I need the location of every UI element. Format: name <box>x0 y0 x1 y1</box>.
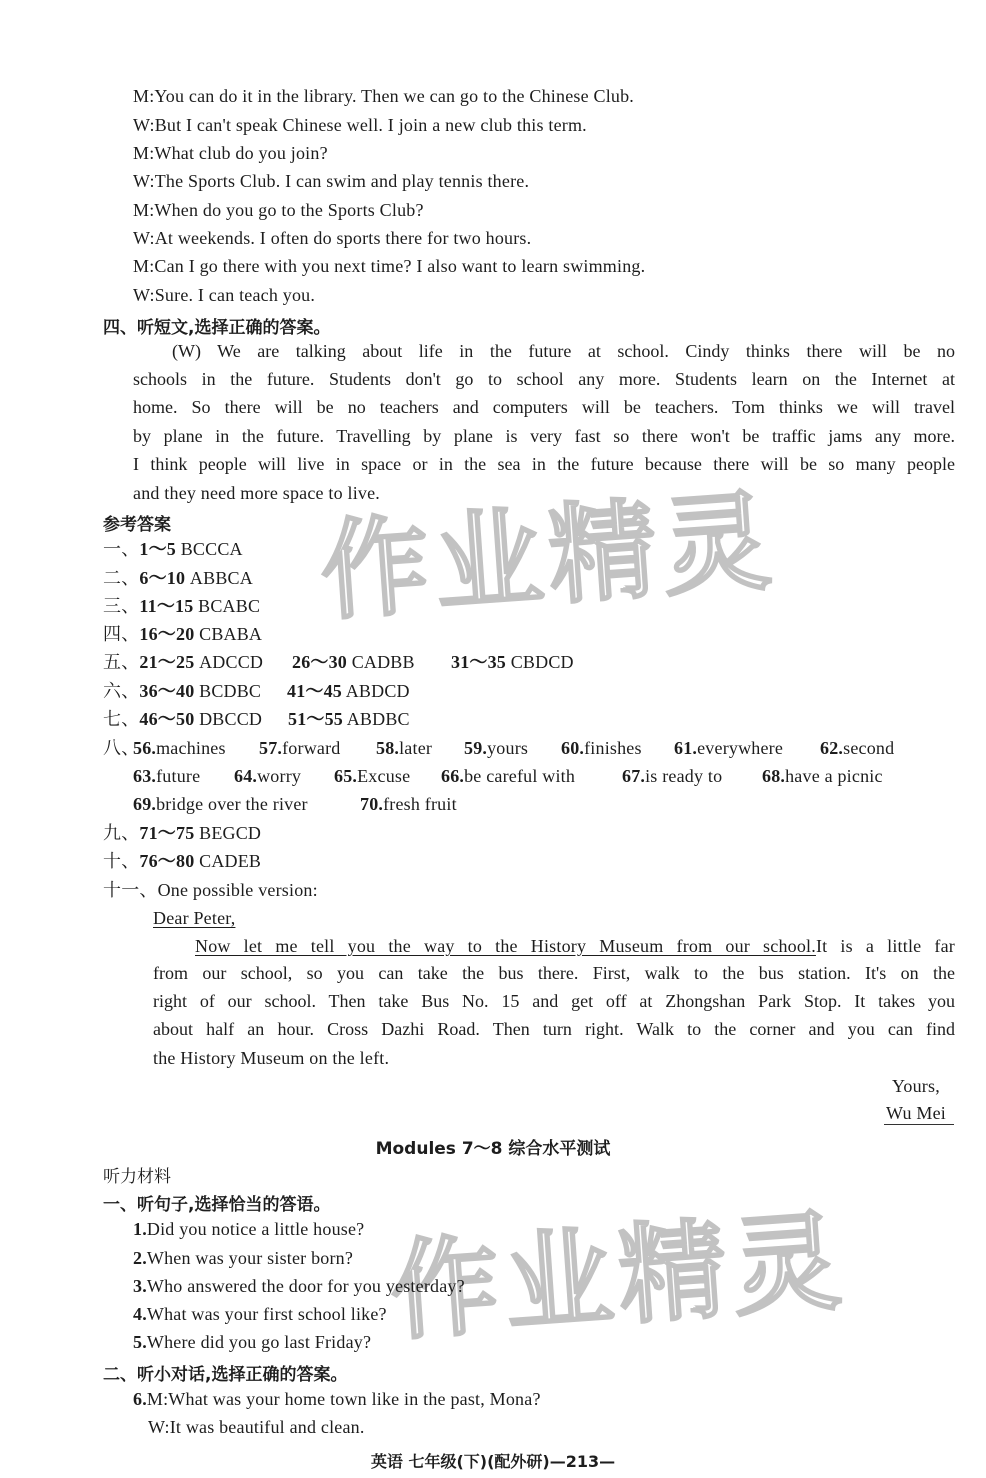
fill-item: 70.fresh fruit <box>360 794 457 814</box>
dialogue-line: M:You can do it in the library. Then we can go to the Chinese Club. <box>133 86 634 106</box>
letter-line: about half an hour. Cross Dazhi Road. Then turn right. Walk to the corner and you can find <box>153 1019 955 1039</box>
sentence-item: 5.Where did you go last Friday? <box>133 1332 372 1352</box>
dialogue-line: W:At weekends. I often do sports there for two hours. <box>133 228 532 248</box>
passage-line: home. So there will be no teachers and computers will be teachers. Tom thinks we will travel <box>133 397 955 417</box>
answer-row: 九、71～75 BEGCD <box>103 823 262 843</box>
letter-line: Now let me tell you the way to the History Museum from our school.It is a little far <box>195 936 956 956</box>
letter-greeting: Dear Peter, <box>153 908 236 928</box>
letter-line: from our school, so you can take the bus there. First, walk to the bus station. It's on the <box>153 963 955 983</box>
dialogue-line: M:When do you go to the Sports Club? <box>133 200 424 220</box>
dialogue-line: M:Can I go there with you next time? I also want to learn swimming. <box>133 256 646 276</box>
sentence-item: 4.What was your first school like? <box>133 1304 387 1324</box>
answer-row: 六、36～40 BCDBC <box>103 681 262 701</box>
answer-label: 八、 <box>103 738 140 758</box>
fill-item: 59.yours <box>464 738 529 758</box>
section-heading: 一、听句子,选择恰当的答语。 <box>103 1195 331 1215</box>
fill-item: 57.forward <box>259 738 341 758</box>
watermark: 作业精灵 <box>316 479 781 636</box>
dialogue-line: W:Sure. I can teach you. <box>133 285 316 305</box>
answer-group: 26～30 CADBB <box>292 652 415 672</box>
dialogue-line: W:But I can't speak Chinese well. I join a new club this term. <box>133 115 587 135</box>
passage-line: (W) We are talking about life in the future at school. Cindy thinks there will be no <box>172 341 955 361</box>
dialogue-line: W:It was beautiful and clean. <box>148 1417 365 1437</box>
fill-item: 67.is ready to <box>622 766 723 786</box>
fill-item: 68.have a picnic <box>762 766 883 786</box>
sentence-item: 2.When was your sister born? <box>133 1248 354 1268</box>
fill-item: 69.bridge over the river <box>133 794 308 814</box>
answer-row: 七、46～50 DBCCD <box>103 709 263 729</box>
fill-item: 60.finishes <box>561 738 642 758</box>
answer-group: 51～55 ABDBC <box>288 709 410 729</box>
answer-row: 三、11～15 BCABC <box>103 596 261 616</box>
dialogue-line: 6.M:What was your home town like in the past, Mona? <box>133 1389 541 1409</box>
sentence-item: 3.Who answered the door for you yesterday? <box>133 1276 465 1296</box>
answers-heading: 参考答案 <box>103 515 171 535</box>
watermark: 作业精灵 <box>386 1199 851 1356</box>
writing-intro: 十一、One possible version: <box>103 880 318 900</box>
letter-signature: Wu Mei <box>886 1103 946 1123</box>
letter-line: right of our school. Then take Bus No. 15 and get off at Zhongshan Park Stop. It takes you <box>153 991 955 1011</box>
answer-row: 四、16～20 CBABA <box>103 624 263 644</box>
page-footer: 英语 七年级(下)(配外研)—213— <box>370 1452 616 1471</box>
fill-item: 65.Excuse <box>334 766 411 786</box>
answer-row: 一、1～5 BCCCA <box>103 539 243 559</box>
answer-group: 31～35 CBDCD <box>451 652 574 672</box>
section-heading: 二、听小对话,选择正确的答案。 <box>103 1365 348 1385</box>
passage-line: and they need more space to live. <box>133 483 381 503</box>
letter-closing: Yours, <box>892 1076 940 1096</box>
fill-item: 62.second <box>820 738 895 758</box>
answer-row: 二、6～10 ABBCA <box>103 568 253 588</box>
sentence-item: 1.Did you notice a little house? <box>133 1219 365 1239</box>
answer-row: 十、76～80 CADEB <box>103 851 262 871</box>
test-title: Modules 7～8 综合水平测试 <box>375 1139 611 1159</box>
passage-line: by plane in the future. Travelling by plane is very fast so there won't be traffic jams any more. <box>133 426 955 446</box>
passage-line: I think people will live in space or in the sea in the future because there will be so many people <box>133 454 955 474</box>
fill-item: 66.be careful with <box>441 766 576 786</box>
fill-item: 64.worry <box>234 766 302 786</box>
signature-underline <box>884 1124 954 1125</box>
letter-line: the History Museum on the left. <box>153 1048 390 1068</box>
passage-line: schools in the future. Students don't go to school any more. Students learn on the Internet at <box>133 369 955 389</box>
fill-item: 61.everywhere <box>674 738 784 758</box>
fill-item: 56.machines <box>133 738 226 758</box>
fill-item: 58.later <box>376 738 433 758</box>
dialogue-line: M:What club do you join? <box>133 143 328 163</box>
section-heading: 四、听短文,选择正确的答案。 <box>103 318 331 338</box>
fill-item: 63.future <box>133 766 201 786</box>
answer-row: 五、21～25 ADCCD <box>103 652 264 672</box>
answer-group: 41～45 ABDCD <box>287 681 410 701</box>
dialogue-line: W:The Sports Club. I can swim and play tennis there. <box>133 171 530 191</box>
listening-heading: 听力材料 <box>103 1167 171 1187</box>
